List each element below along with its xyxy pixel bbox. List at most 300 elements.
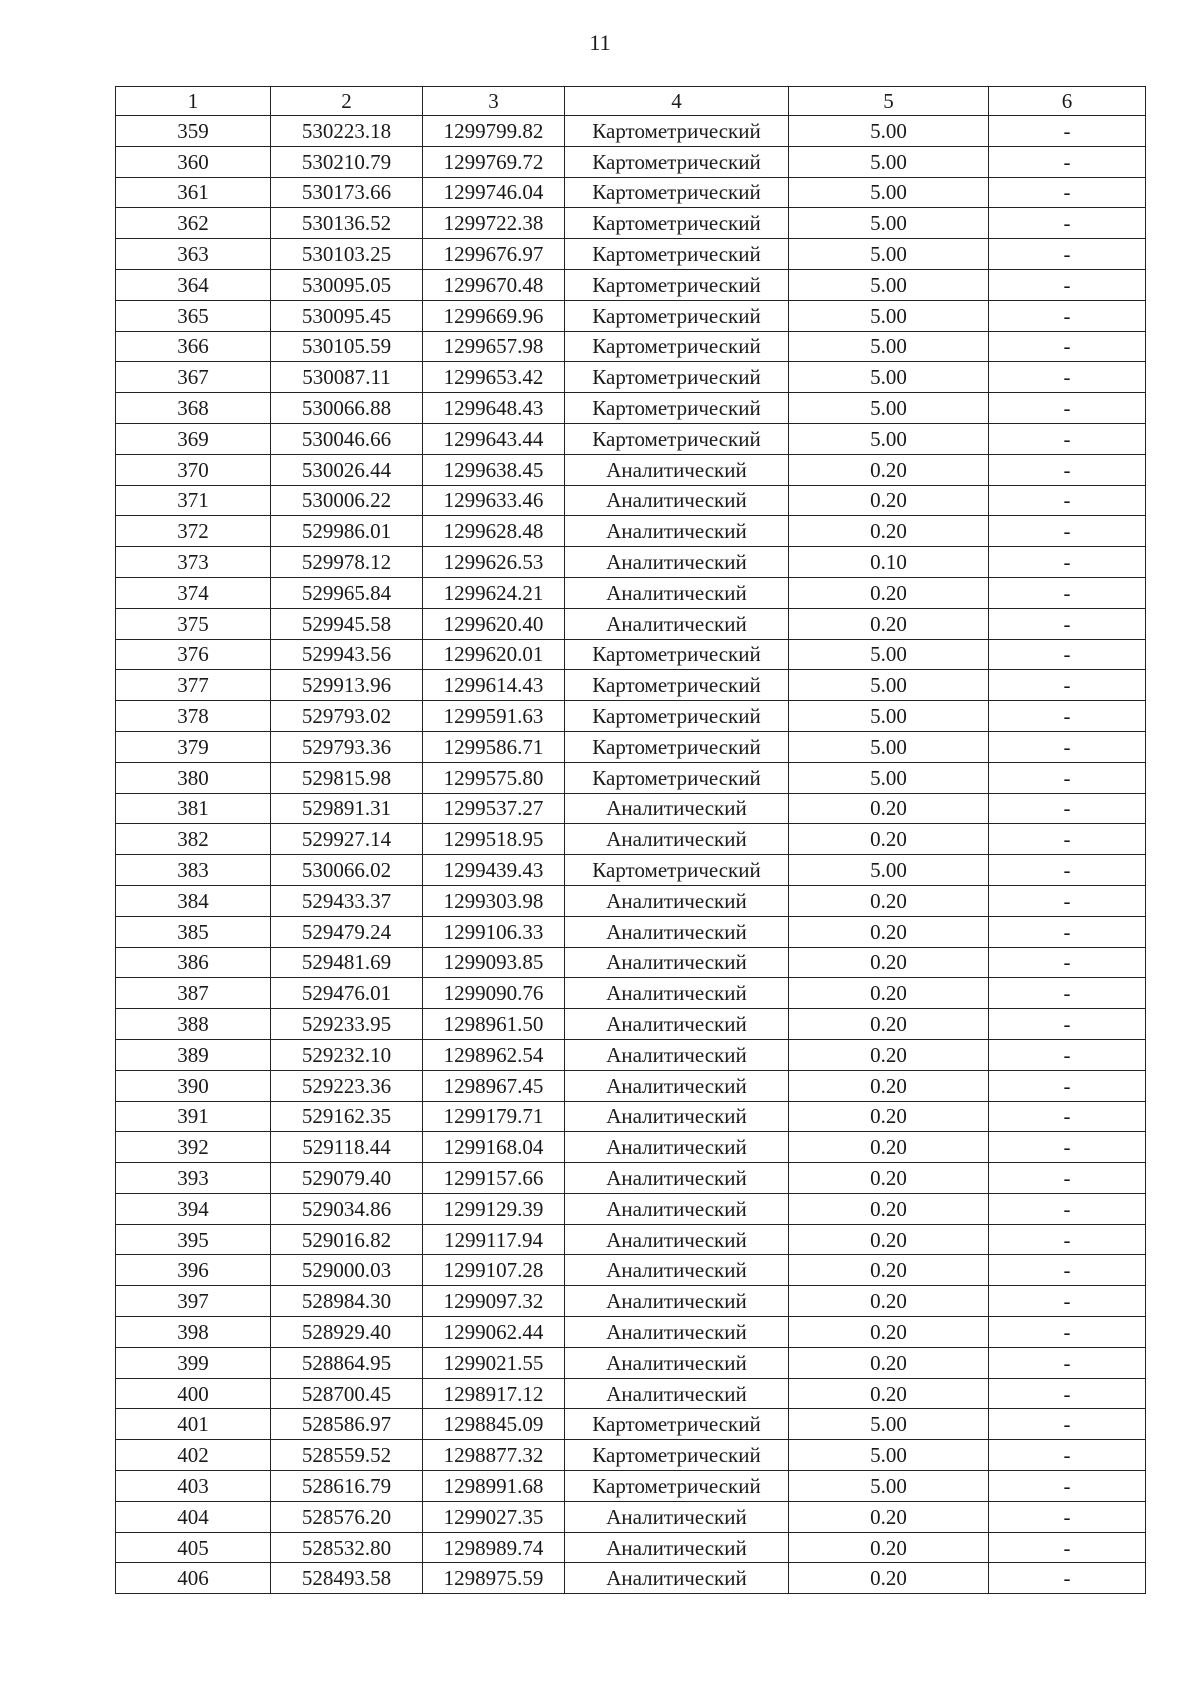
table-row [116, 916, 1146, 947]
accuracy-cell: 0.20 [789, 1563, 989, 1594]
accuracy-cell: 5.00 [789, 146, 989, 177]
point-number-cell: 381 [116, 793, 271, 824]
accuracy-cell: 5.00 [789, 331, 989, 362]
column-header: 3 [423, 87, 565, 116]
description-cell: - [989, 1193, 1146, 1224]
y-coordinate-cell: 1298845.09 [423, 1409, 565, 1440]
table-row [116, 1378, 1146, 1409]
accuracy-cell: 5.00 [789, 701, 989, 732]
y-coordinate-cell: 1299628.48 [423, 516, 565, 547]
description-cell: - [989, 1440, 1146, 1471]
x-coordinate-cell: 529079.40 [271, 1163, 423, 1194]
method-cell: Аналитический [565, 608, 789, 639]
table-row [116, 1286, 1146, 1317]
x-coordinate-cell: 528616.79 [271, 1471, 423, 1502]
method-cell: Аналитический [565, 516, 789, 547]
table-row [116, 1101, 1146, 1132]
method-cell: Картометрический [565, 362, 789, 393]
description-cell: - [989, 762, 1146, 793]
table-row [116, 393, 1146, 424]
point-number-cell: 360 [116, 146, 271, 177]
point-number-cell: 363 [116, 239, 271, 270]
table-row [116, 1501, 1146, 1532]
accuracy-cell: 0.20 [789, 916, 989, 947]
x-coordinate-cell: 530087.11 [271, 362, 423, 393]
accuracy-cell: 0.20 [789, 1378, 989, 1409]
y-coordinate-cell: 1299157.66 [423, 1163, 565, 1194]
x-coordinate-cell: 529223.36 [271, 1070, 423, 1101]
accuracy-cell: 0.20 [789, 608, 989, 639]
description-cell: - [989, 146, 1146, 177]
y-coordinate-cell: 1299769.72 [423, 146, 565, 177]
method-cell: Картометрический [565, 701, 789, 732]
description-cell: - [989, 608, 1146, 639]
table-row [116, 701, 1146, 732]
x-coordinate-cell: 530095.45 [271, 300, 423, 331]
table-row [116, 485, 1146, 516]
table-row [116, 1563, 1146, 1594]
method-cell: Аналитический [565, 824, 789, 855]
method-cell: Аналитический [565, 978, 789, 1009]
x-coordinate-cell: 529118.44 [271, 1132, 423, 1163]
point-number-cell: 385 [116, 916, 271, 947]
x-coordinate-cell: 528559.52 [271, 1440, 423, 1471]
description-cell: - [989, 516, 1146, 547]
point-number-cell: 374 [116, 577, 271, 608]
table-row [116, 116, 1146, 147]
method-cell: Аналитический [565, 547, 789, 578]
point-number-cell: 371 [116, 485, 271, 516]
description-cell: - [989, 1070, 1146, 1101]
x-coordinate-cell: 529978.12 [271, 547, 423, 578]
description-cell: - [989, 1101, 1146, 1132]
description-cell: - [989, 423, 1146, 454]
method-cell: Картометрический [565, 300, 789, 331]
description-cell: - [989, 362, 1146, 393]
accuracy-cell: 5.00 [789, 269, 989, 300]
accuracy-cell: 5.00 [789, 1409, 989, 1440]
point-number-cell: 370 [116, 454, 271, 485]
description-cell: - [989, 1409, 1146, 1440]
description-cell: - [989, 116, 1146, 147]
y-coordinate-cell: 1299575.80 [423, 762, 565, 793]
table-row [116, 516, 1146, 547]
method-cell: Картометрический [565, 331, 789, 362]
x-coordinate-cell: 528864.95 [271, 1347, 423, 1378]
method-cell: Картометрический [565, 177, 789, 208]
table-row [116, 1409, 1146, 1440]
accuracy-cell: 0.20 [789, 1009, 989, 1040]
description-cell: - [989, 1286, 1146, 1317]
table-row [116, 1471, 1146, 1502]
point-number-cell: 390 [116, 1070, 271, 1101]
method-cell: Аналитический [565, 1532, 789, 1563]
x-coordinate-cell: 530103.25 [271, 239, 423, 270]
method-cell: Картометрический [565, 670, 789, 701]
point-number-cell: 359 [116, 116, 271, 147]
point-number-cell: 402 [116, 1440, 271, 1471]
column-header: 6 [989, 87, 1146, 116]
accuracy-cell: 0.20 [789, 1532, 989, 1563]
y-coordinate-cell: 1299303.98 [423, 885, 565, 916]
table-row [116, 978, 1146, 1009]
method-cell: Аналитический [565, 947, 789, 978]
y-coordinate-cell: 1299586.71 [423, 731, 565, 762]
y-coordinate-cell: 1299129.39 [423, 1193, 565, 1224]
accuracy-cell: 0.20 [789, 1317, 989, 1348]
x-coordinate-cell: 530026.44 [271, 454, 423, 485]
x-coordinate-cell: 530095.05 [271, 269, 423, 300]
accuracy-cell: 0.20 [789, 885, 989, 916]
description-cell: - [989, 731, 1146, 762]
y-coordinate-cell: 1298877.32 [423, 1440, 565, 1471]
x-coordinate-cell: 530105.59 [271, 331, 423, 362]
point-number-cell: 395 [116, 1224, 271, 1255]
description-cell: - [989, 1471, 1146, 1502]
table-row [116, 1009, 1146, 1040]
accuracy-cell: 0.20 [789, 1193, 989, 1224]
y-coordinate-cell: 1298989.74 [423, 1532, 565, 1563]
x-coordinate-cell: 528493.58 [271, 1563, 423, 1594]
accuracy-cell: 5.00 [789, 116, 989, 147]
column-header: 5 [789, 87, 989, 116]
table-body [116, 116, 1146, 1594]
accuracy-cell: 0.10 [789, 547, 989, 578]
method-cell: Аналитический [565, 1224, 789, 1255]
method-cell: Картометрический [565, 423, 789, 454]
x-coordinate-cell: 530223.18 [271, 116, 423, 147]
method-cell: Картометрический [565, 393, 789, 424]
accuracy-cell: 0.20 [789, 1132, 989, 1163]
description-cell: - [989, 331, 1146, 362]
point-number-cell: 397 [116, 1286, 271, 1317]
accuracy-cell: 5.00 [789, 177, 989, 208]
method-cell: Аналитический [565, 485, 789, 516]
point-number-cell: 388 [116, 1009, 271, 1040]
description-cell: - [989, 1224, 1146, 1255]
point-number-cell: 367 [116, 362, 271, 393]
description-cell: - [989, 1378, 1146, 1409]
accuracy-cell: 5.00 [789, 1440, 989, 1471]
description-cell: - [989, 454, 1146, 485]
point-number-cell: 392 [116, 1132, 271, 1163]
point-number-cell: 405 [116, 1532, 271, 1563]
y-coordinate-cell: 1299620.40 [423, 608, 565, 639]
point-number-cell: 389 [116, 1039, 271, 1070]
accuracy-cell: 0.20 [789, 1163, 989, 1194]
point-number-cell: 386 [116, 947, 271, 978]
table-header-row [116, 87, 1146, 116]
y-coordinate-cell: 1298917.12 [423, 1378, 565, 1409]
x-coordinate-cell: 528700.45 [271, 1378, 423, 1409]
x-coordinate-cell: 528586.97 [271, 1409, 423, 1440]
description-cell: - [989, 177, 1146, 208]
description-cell: - [989, 393, 1146, 424]
method-cell: Аналитический [565, 1009, 789, 1040]
column-header: 4 [565, 87, 789, 116]
table-row [116, 1163, 1146, 1194]
column-header: 2 [271, 87, 423, 116]
y-coordinate-cell: 1299620.01 [423, 639, 565, 670]
description-cell: - [989, 1255, 1146, 1286]
x-coordinate-cell: 529793.36 [271, 731, 423, 762]
table-row [116, 269, 1146, 300]
y-coordinate-cell: 1299093.85 [423, 947, 565, 978]
y-coordinate-cell: 1299626.53 [423, 547, 565, 578]
description-cell: - [989, 1501, 1146, 1532]
table-row [116, 731, 1146, 762]
y-coordinate-cell: 1299062.44 [423, 1317, 565, 1348]
table-row [116, 885, 1146, 916]
x-coordinate-cell: 529945.58 [271, 608, 423, 639]
accuracy-cell: 5.00 [789, 762, 989, 793]
y-coordinate-cell: 1299168.04 [423, 1132, 565, 1163]
x-coordinate-cell: 530066.02 [271, 855, 423, 886]
description-cell: - [989, 824, 1146, 855]
point-number-cell: 378 [116, 701, 271, 732]
description-cell: - [989, 855, 1146, 886]
x-coordinate-cell: 528532.80 [271, 1532, 423, 1563]
method-cell: Аналитический [565, 1317, 789, 1348]
accuracy-cell: 0.20 [789, 824, 989, 855]
table-row [116, 577, 1146, 608]
method-cell: Аналитический [565, 1255, 789, 1286]
table-row [116, 855, 1146, 886]
x-coordinate-cell: 528984.30 [271, 1286, 423, 1317]
x-coordinate-cell: 529927.14 [271, 824, 423, 855]
method-cell: Аналитический [565, 1347, 789, 1378]
table-row [116, 454, 1146, 485]
x-coordinate-cell: 530046.66 [271, 423, 423, 454]
method-cell: Картометрический [565, 1471, 789, 1502]
method-cell: Картометрический [565, 269, 789, 300]
table-row [116, 1317, 1146, 1348]
x-coordinate-cell: 529481.69 [271, 947, 423, 978]
x-coordinate-cell: 529016.82 [271, 1224, 423, 1255]
y-coordinate-cell: 1299179.71 [423, 1101, 565, 1132]
point-number-cell: 403 [116, 1471, 271, 1502]
description-cell: - [989, 885, 1146, 916]
accuracy-cell: 0.20 [789, 793, 989, 824]
accuracy-cell: 5.00 [789, 393, 989, 424]
description-cell: - [989, 793, 1146, 824]
description-cell: - [989, 1039, 1146, 1070]
method-cell: Аналитический [565, 1163, 789, 1194]
description-cell: - [989, 978, 1146, 1009]
accuracy-cell: 5.00 [789, 639, 989, 670]
accuracy-cell: 0.20 [789, 577, 989, 608]
y-coordinate-cell: 1299021.55 [423, 1347, 565, 1378]
point-number-cell: 404 [116, 1501, 271, 1532]
method-cell: Аналитический [565, 1039, 789, 1070]
method-cell: Картометрический [565, 116, 789, 147]
point-number-cell: 379 [116, 731, 271, 762]
x-coordinate-cell: 529986.01 [271, 516, 423, 547]
x-coordinate-cell: 529793.02 [271, 701, 423, 732]
page-number: 11 [589, 30, 611, 55]
table-row [116, 947, 1146, 978]
x-coordinate-cell: 530173.66 [271, 177, 423, 208]
description-cell: - [989, 947, 1146, 978]
table-row [116, 1132, 1146, 1163]
x-coordinate-cell: 529815.98 [271, 762, 423, 793]
method-cell: Картометрический [565, 731, 789, 762]
point-number-cell: 393 [116, 1163, 271, 1194]
method-cell: Картометрический [565, 1409, 789, 1440]
accuracy-cell: 0.20 [789, 485, 989, 516]
table-row [116, 239, 1146, 270]
method-cell: Аналитический [565, 1101, 789, 1132]
x-coordinate-cell: 528576.20 [271, 1501, 423, 1532]
x-coordinate-cell: 529965.84 [271, 577, 423, 608]
table-row [116, 608, 1146, 639]
table-row [116, 1070, 1146, 1101]
description-cell: - [989, 239, 1146, 270]
x-coordinate-cell: 529891.31 [271, 793, 423, 824]
method-cell: Аналитический [565, 1070, 789, 1101]
table-row [116, 762, 1146, 793]
accuracy-cell: 5.00 [789, 1471, 989, 1502]
y-coordinate-cell: 1299090.76 [423, 978, 565, 1009]
x-coordinate-cell: 529000.03 [271, 1255, 423, 1286]
y-coordinate-cell: 1299669.96 [423, 300, 565, 331]
accuracy-cell: 5.00 [789, 362, 989, 393]
accuracy-cell: 0.20 [789, 1501, 989, 1532]
y-coordinate-cell: 1299027.35 [423, 1501, 565, 1532]
table-row [116, 331, 1146, 362]
y-coordinate-cell: 1299643.44 [423, 423, 565, 454]
table-row [116, 1255, 1146, 1286]
y-coordinate-cell: 1299591.63 [423, 701, 565, 732]
x-coordinate-cell: 530066.88 [271, 393, 423, 424]
method-cell: Аналитический [565, 885, 789, 916]
y-coordinate-cell: 1299657.98 [423, 331, 565, 362]
x-coordinate-cell: 529943.56 [271, 639, 423, 670]
point-number-cell: 384 [116, 885, 271, 916]
x-coordinate-cell: 530210.79 [271, 146, 423, 177]
point-number-cell: 369 [116, 423, 271, 454]
accuracy-cell: 5.00 [789, 423, 989, 454]
point-number-cell: 394 [116, 1193, 271, 1224]
y-coordinate-cell: 1299097.32 [423, 1286, 565, 1317]
method-cell: Картометрический [565, 146, 789, 177]
accuracy-cell: 0.20 [789, 454, 989, 485]
x-coordinate-cell: 529162.35 [271, 1101, 423, 1132]
method-cell: Аналитический [565, 1563, 789, 1594]
point-number-cell: 398 [116, 1317, 271, 1348]
y-coordinate-cell: 1299537.27 [423, 793, 565, 824]
method-cell: Картометрический [565, 855, 789, 886]
point-number-cell: 396 [116, 1255, 271, 1286]
point-number-cell: 372 [116, 516, 271, 547]
accuracy-cell: 5.00 [789, 208, 989, 239]
description-cell: - [989, 1009, 1146, 1040]
point-number-cell: 365 [116, 300, 271, 331]
x-coordinate-cell: 528929.40 [271, 1317, 423, 1348]
method-cell: Аналитический [565, 577, 789, 608]
y-coordinate-cell: 1298967.45 [423, 1070, 565, 1101]
x-coordinate-cell: 529233.95 [271, 1009, 423, 1040]
point-number-cell: 383 [116, 855, 271, 886]
accuracy-cell: 5.00 [789, 855, 989, 886]
x-coordinate-cell: 529232.10 [271, 1039, 423, 1070]
table-row [116, 1440, 1146, 1471]
column-header: 1 [116, 87, 271, 116]
y-coordinate-cell: 1298961.50 [423, 1009, 565, 1040]
y-coordinate-cell: 1299614.43 [423, 670, 565, 701]
accuracy-cell: 0.20 [789, 1224, 989, 1255]
description-cell: - [989, 1347, 1146, 1378]
table-row [116, 300, 1146, 331]
y-coordinate-cell: 1299722.38 [423, 208, 565, 239]
accuracy-cell: 0.20 [789, 1039, 989, 1070]
description-cell: - [989, 1132, 1146, 1163]
x-coordinate-cell: 530136.52 [271, 208, 423, 239]
table-row [116, 1347, 1146, 1378]
y-coordinate-cell: 1299648.43 [423, 393, 565, 424]
y-coordinate-cell: 1299638.45 [423, 454, 565, 485]
x-coordinate-cell: 529476.01 [271, 978, 423, 1009]
method-cell: Аналитический [565, 1193, 789, 1224]
method-cell: Картометрический [565, 762, 789, 793]
accuracy-cell: 0.20 [789, 947, 989, 978]
y-coordinate-cell: 1299676.97 [423, 239, 565, 270]
point-number-cell: 362 [116, 208, 271, 239]
description-cell: - [989, 577, 1146, 608]
description-cell: - [989, 701, 1146, 732]
method-cell: Картометрический [565, 1440, 789, 1471]
table-row [116, 547, 1146, 578]
accuracy-cell: 0.20 [789, 1286, 989, 1317]
y-coordinate-cell: 1298975.59 [423, 1563, 565, 1594]
method-cell: Картометрический [565, 639, 789, 670]
description-cell: - [989, 300, 1146, 331]
coordinates-table [115, 86, 1146, 1594]
table-row [116, 177, 1146, 208]
point-number-cell: 376 [116, 639, 271, 670]
method-cell: Аналитический [565, 1132, 789, 1163]
point-number-cell: 361 [116, 177, 271, 208]
y-coordinate-cell: 1299670.48 [423, 269, 565, 300]
y-coordinate-cell: 1299653.42 [423, 362, 565, 393]
accuracy-cell: 0.20 [789, 1347, 989, 1378]
method-cell: Аналитический [565, 916, 789, 947]
table-row [116, 824, 1146, 855]
accuracy-cell: 0.20 [789, 1070, 989, 1101]
table-row [116, 423, 1146, 454]
y-coordinate-cell: 1298991.68 [423, 1471, 565, 1502]
description-cell: - [989, 485, 1146, 516]
y-coordinate-cell: 1299799.82 [423, 116, 565, 147]
x-coordinate-cell: 529913.96 [271, 670, 423, 701]
point-number-cell: 406 [116, 1563, 271, 1594]
table-row [116, 1193, 1146, 1224]
x-coordinate-cell: 529034.86 [271, 1193, 423, 1224]
description-cell: - [989, 1563, 1146, 1594]
point-number-cell: 401 [116, 1409, 271, 1440]
x-coordinate-cell: 529433.37 [271, 885, 423, 916]
point-number-cell: 391 [116, 1101, 271, 1132]
method-cell: Картометрический [565, 239, 789, 270]
accuracy-cell: 5.00 [789, 300, 989, 331]
description-cell: - [989, 916, 1146, 947]
accuracy-cell: 5.00 [789, 731, 989, 762]
description-cell: - [989, 1163, 1146, 1194]
accuracy-cell: 5.00 [789, 670, 989, 701]
point-number-cell: 375 [116, 608, 271, 639]
table-row [116, 1224, 1146, 1255]
description-cell: - [989, 547, 1146, 578]
